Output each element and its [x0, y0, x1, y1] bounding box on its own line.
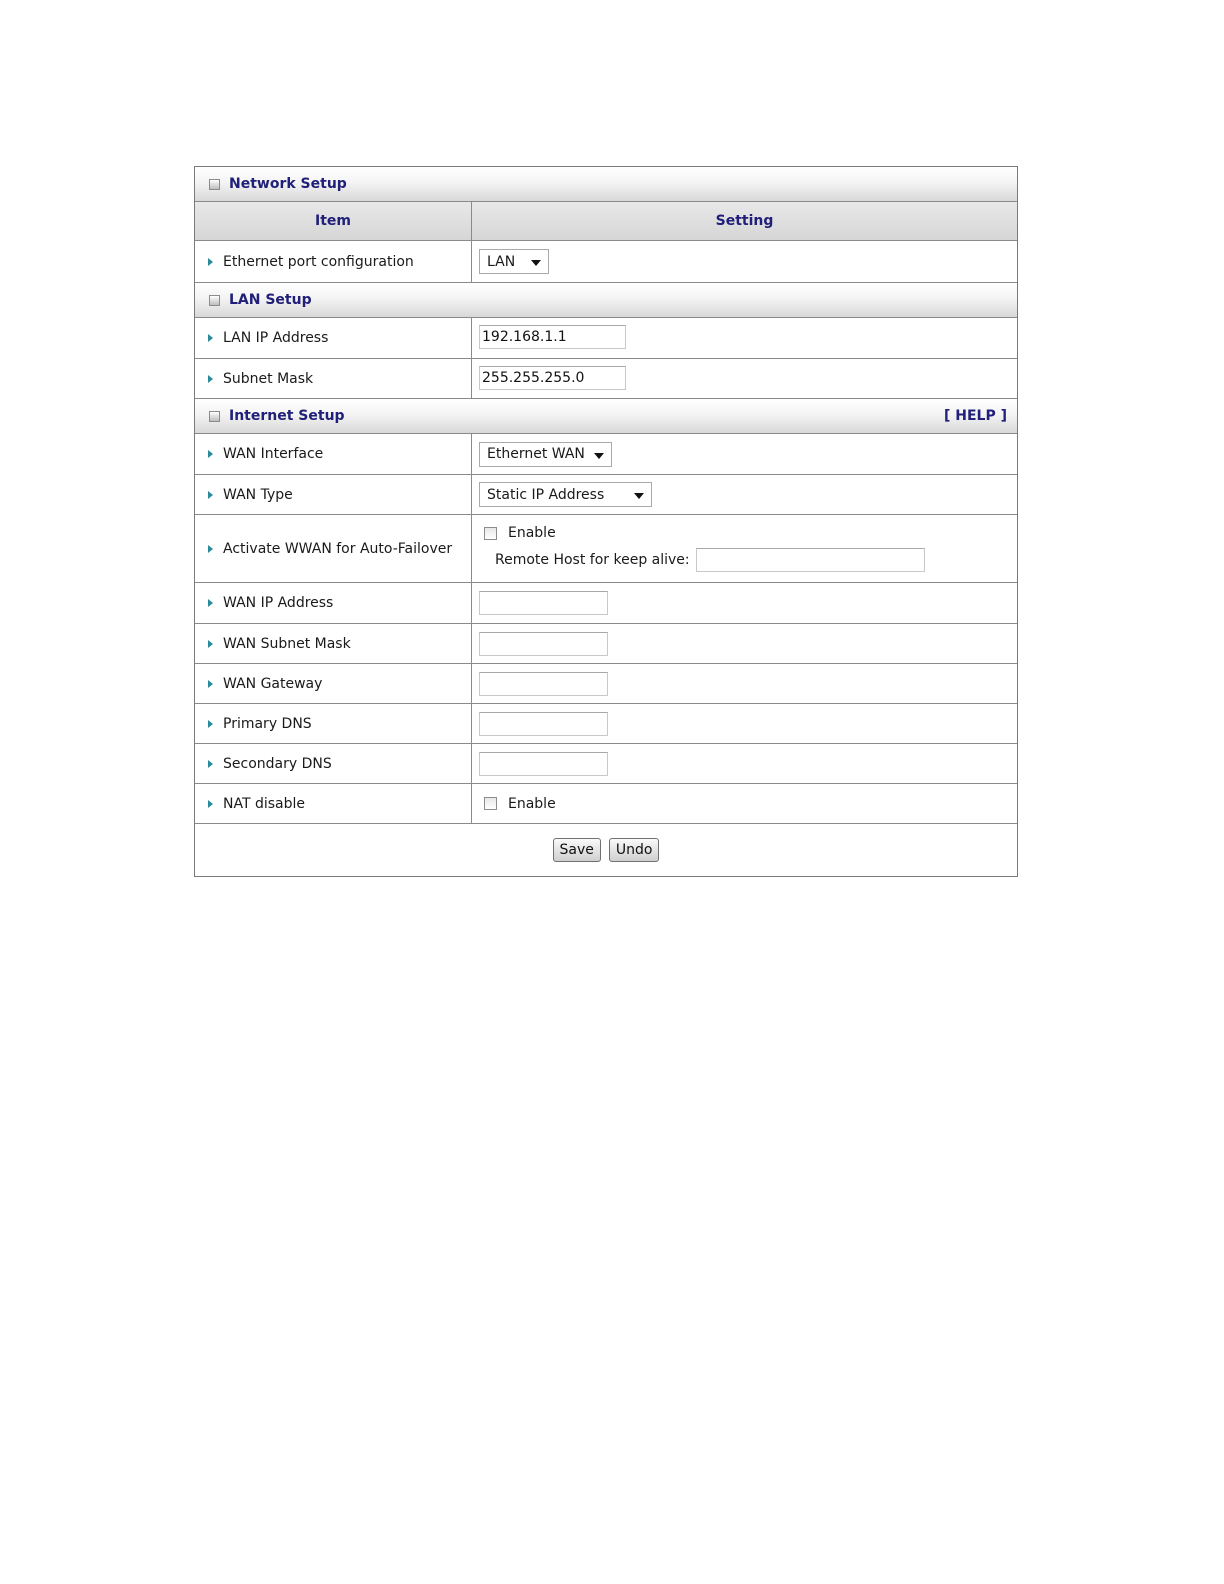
primary-dns-input[interactable]	[479, 712, 608, 736]
row-label: NAT disable	[223, 795, 306, 812]
row-ethernet-port-configuration	[195, 241, 1017, 283]
help-link[interactable]: [ HELP ]	[943, 408, 1007, 424]
row-wan-gateway	[195, 664, 1017, 704]
wan-ip-input[interactable]	[479, 591, 608, 615]
row-setting-cell	[472, 784, 1017, 823]
row-label: Subnet Mask	[223, 370, 314, 387]
row-setting-cell	[472, 664, 1017, 703]
row-label: WAN Subnet Mask	[223, 635, 351, 652]
column-header-setting: Setting	[715, 213, 774, 229]
row-label: Secondary DNS	[223, 755, 332, 772]
row-setting-cell	[472, 624, 1017, 663]
section-title-lan-setup: LAN Setup	[229, 292, 312, 308]
nat-enable-label: Enable	[508, 795, 556, 812]
triangle-right-icon	[208, 680, 213, 688]
row-setting-cell	[472, 583, 1017, 623]
wan-type-select[interactable]	[479, 482, 652, 507]
row-label-cell	[195, 744, 472, 783]
row-label-cell	[195, 515, 472, 582]
remote-host-label: Remote Host for keep alive:	[495, 552, 690, 568]
wan-type-select-value: Static IP Address	[487, 486, 605, 503]
row-label: WAN Type	[223, 486, 293, 503]
square-bullet-icon	[209, 411, 220, 422]
row-subnet-mask	[195, 359, 1017, 399]
lan-setup-header	[195, 283, 1017, 318]
square-bullet-icon	[209, 295, 220, 306]
row-setting-cell	[472, 704, 1017, 743]
row-lan-ip-address	[195, 318, 1017, 359]
save-button[interactable]: Save	[553, 838, 601, 862]
row-label-cell	[195, 664, 472, 703]
secondary-dns-input[interactable]	[479, 752, 608, 776]
row-wan-type	[195, 475, 1017, 515]
wan-interface-select-value: Ethernet WAN	[487, 446, 585, 462]
remote-host-input[interactable]	[696, 548, 925, 572]
column-header-row	[195, 202, 1017, 241]
triangle-right-icon	[208, 760, 213, 768]
row-label-cell	[195, 475, 472, 514]
internet-setup-header	[195, 399, 1017, 434]
chevron-down-icon	[594, 453, 604, 459]
column-header-item: Item	[195, 202, 472, 240]
row-wan-interface	[195, 434, 1017, 475]
triangle-right-icon	[208, 640, 213, 648]
triangle-right-icon	[208, 334, 213, 342]
undo-button[interactable]: Undo	[609, 838, 660, 862]
wan-interface-select[interactable]	[479, 442, 612, 467]
failover-enable-label: Enable	[508, 525, 556, 541]
triangle-right-icon	[208, 599, 213, 607]
row-wan-ip-address	[195, 583, 1017, 624]
nat-enable-checkbox[interactable]	[484, 797, 497, 810]
row-label: Activate WWAN for Auto-Failover	[223, 540, 453, 557]
row-label: Primary DNS	[223, 715, 312, 732]
ethernet-port-select-value: LAN	[487, 253, 516, 270]
section-title-network-setup: Network Setup	[229, 176, 347, 192]
failover-enable-checkbox[interactable]	[484, 527, 497, 540]
row-primary-dns	[195, 704, 1017, 744]
wan-gateway-input[interactable]	[479, 672, 608, 696]
row-label: LAN IP Address	[223, 330, 329, 346]
triangle-right-icon	[208, 450, 213, 458]
button-row	[195, 824, 1017, 876]
row-label-cell	[195, 359, 472, 398]
row-label-cell	[195, 704, 472, 743]
row-label-cell	[195, 318, 472, 358]
square-bullet-icon	[209, 179, 220, 190]
row-secondary-dns	[195, 744, 1017, 784]
row-label-cell	[195, 241, 472, 282]
lan-ip-input[interactable]	[479, 325, 626, 349]
row-auto-failover	[195, 515, 1017, 583]
row-label: WAN Interface	[223, 446, 324, 462]
row-setting-cell	[472, 241, 1017, 282]
subnet-mask-input[interactable]	[479, 366, 626, 390]
chevron-down-icon	[634, 493, 644, 499]
row-label-cell	[195, 434, 472, 474]
network-setup-panel	[194, 166, 1018, 877]
section-title-internet-setup: Internet Setup	[229, 408, 345, 424]
triangle-right-icon	[208, 800, 213, 808]
row-setting-cell	[472, 475, 1017, 514]
ethernet-port-select[interactable]	[479, 249, 549, 274]
row-label-cell	[195, 784, 472, 823]
row-setting-cell	[472, 434, 1017, 474]
chevron-down-icon	[531, 260, 541, 266]
row-setting-cell	[472, 744, 1017, 783]
remote-host-line	[478, 548, 925, 572]
failover-enable-line	[478, 525, 556, 541]
triangle-right-icon	[208, 258, 213, 266]
wan-subnet-input[interactable]	[479, 632, 608, 656]
triangle-right-icon	[208, 375, 213, 383]
row-label-cell	[195, 583, 472, 623]
triangle-right-icon	[208, 545, 213, 553]
triangle-right-icon	[208, 720, 213, 728]
network-setup-header	[195, 167, 1017, 202]
row-label: WAN Gateway	[223, 675, 323, 692]
triangle-right-icon	[208, 491, 213, 499]
row-label: Ethernet port configuration	[223, 253, 414, 270]
row-setting-cell	[472, 318, 1017, 358]
row-nat-disable	[195, 784, 1017, 824]
nat-enable-line	[478, 796, 556, 812]
row-label: WAN IP Address	[223, 595, 334, 611]
row-setting-cell	[472, 359, 1017, 398]
row-setting-cell	[472, 515, 1017, 582]
row-wan-subnet-mask	[195, 624, 1017, 664]
row-label-cell	[195, 624, 472, 663]
